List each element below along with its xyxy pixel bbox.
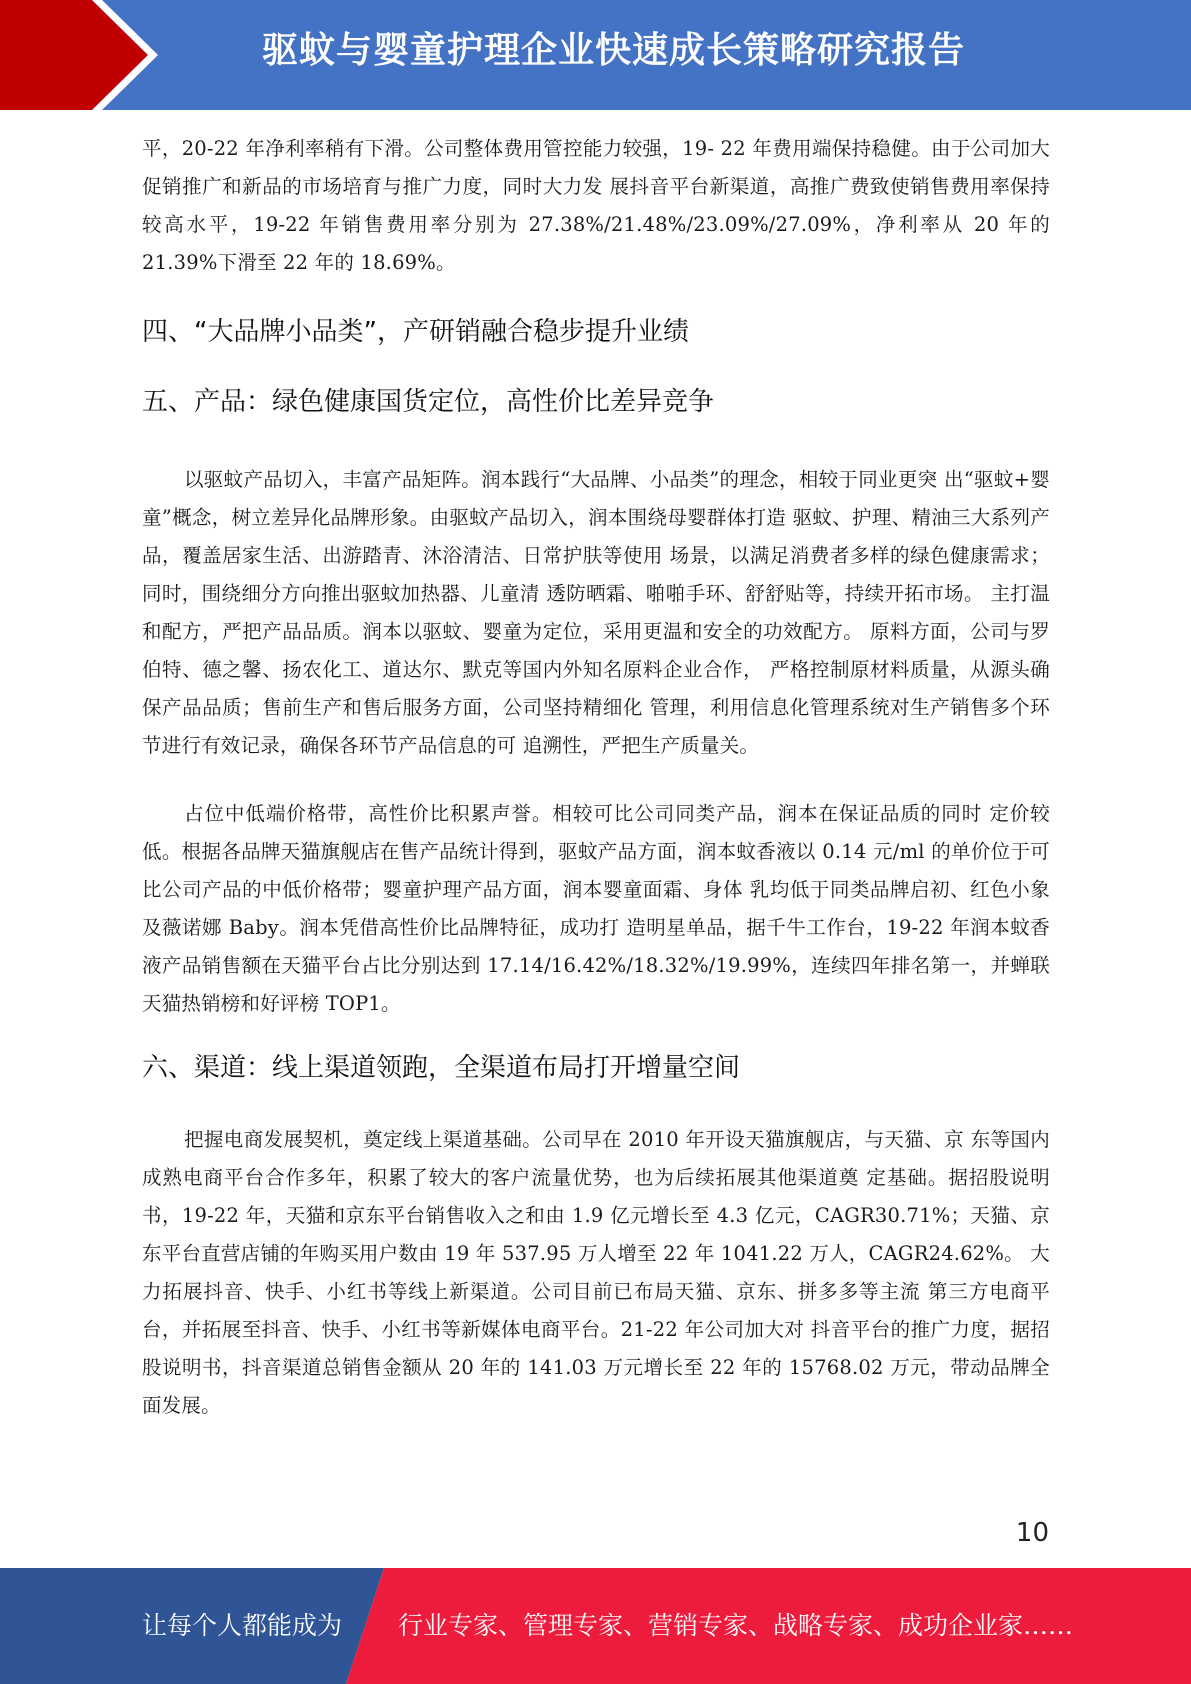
section-heading-5: 五、产品：绿色健康国货定位，高性价比差异竞争 [142,387,715,417]
section-heading-6: 六、渠道：线上渠道领跑，全渠道布局打开增量空间 [142,1053,741,1083]
paragraph-channels: 把握电商发展契机，奠定线上渠道基础。公司早在 2010 年开设天猫旗舰店，与天猫、京 东等国内成熟电商平台合作多年，积累了较大的客户流量优势，也为后续拓展其他渠道奠 定基础。据招股说明书，19-22 年，天猫和京东平台销售收入之和由 1.9 亿元增长至 4.3 亿元，CAGR30.71%；天猫、京东平台直营店铺的年购买用户数由 19 年 537.95 万人增至 22 年 1041.22 万人，CAGR24.62%。 大力拓展抖音、快手、小红书等线上新渠道。公司目前已布局天猫、京东、拼多多等主流 第三方电商平台，并拓展至抖音、快手、小红书等新媒体电商平台。21-22 年公司加大对 抖音平台的推广力度，据招股说明书，抖音渠道总销售金额从 20 年的 141.03 万元增长至 22 年的 15768.02 万元，带动品牌全面发展。 [142,1128,1050,1417]
paragraph-product-matrix: 以驱蚊产品切入，丰富产品矩阵。润本践行“大品牌、小品类”的理念，相较于同业更突 出“驱蚊+婴童”概念，树立差异化品牌形象。由驱蚊产品切入，润本围绕母婴群体打造 驱蚊、护理、精油三大系列产品，覆盖居家生活、出游踏青、沐浴清洁、日常护肤等使用 场景，以满足消费者多样的绿色健康需求；同时，围绕细分方向推出驱蚊加热器、儿童清 透防晒霜、啪啪手环、舒舒贴等，持续开拓市场。 主打温和配方，严把产品品质。润本以驱蚊、婴童为定位，采用更温和安全的功效配方。 原料方面，公司与罗伯特、德之馨、扬农化工、道达尔、默克等国内外知名原料企业合作， 严格控制原材料质量，从源头确保产品品质；售前生产和售后服务方面，公司坚持精细化 管理，利用信息化管理系统对生产销售多个环节进行有效记录，确保各环节产品信息的可 追溯性，严把生产质量关。 [142,468,1050,757]
document-body [142,130,1050,1425]
paragraph-profit: 平，20-22 年净利率稍有下滑。公司整体费用管控能力较强，19- 22 年费用端保持稳健。由于公司加大促销推广和新品的市场培育与推广力度，同时大力发 展抖音平台新渠道，高推广费致使销售费用率保持较高水平，19-22 年销售费用率分别为 27.38%/21.48%/23.09%/27.09%，净利率从 20 年的 21.39%下滑至 22 年的 18.69%。 [142,137,1050,274]
header-banner [0,0,1191,110]
section-heading-4: 四、“大品牌小品类”，产研销融合稳步提升业绩 [142,317,689,347]
footer-slogan-left: 让每个人都能成为 [142,1611,343,1640]
footer-slogan-right: 行业专家、管理专家、营销专家、战略专家、成功企业家…… [398,1611,1074,1640]
report-title: 驱蚊与婴童护理企业快速成长策略研究报告 [262,30,966,71]
header-arrow-decoration [0,0,160,110]
paragraph-pricing: 占位中低端价格带，高性价比积累声誉。相较可比公司同类产品，润本在保证品质的同时 定价较低。根据各品牌天猫旗舰店在售产品统计得到，驱蚊产品方面，润本蚊香液以 0.14 元/ml 的单价位于可比公司产品的中低价格带；婴童护理产品方面，润本婴童面霜、身体 乳均低于同类品牌启初、红色小象及薇诺娜 Baby。润本凭借高性价比品牌特征，成功打 造明星单品，据千牛工作台，19-22 年润本蚊香液产品销售额在天猫平台占比分别达到 17.14/16.42%/18.32%/19.99%，连续四年排名第一，并蝉联天猫热销榜和好评榜 TOP1。 [142,802,1050,1015]
page-number: 10 [1015,1518,1049,1548]
footer-banner [0,1568,1191,1684]
